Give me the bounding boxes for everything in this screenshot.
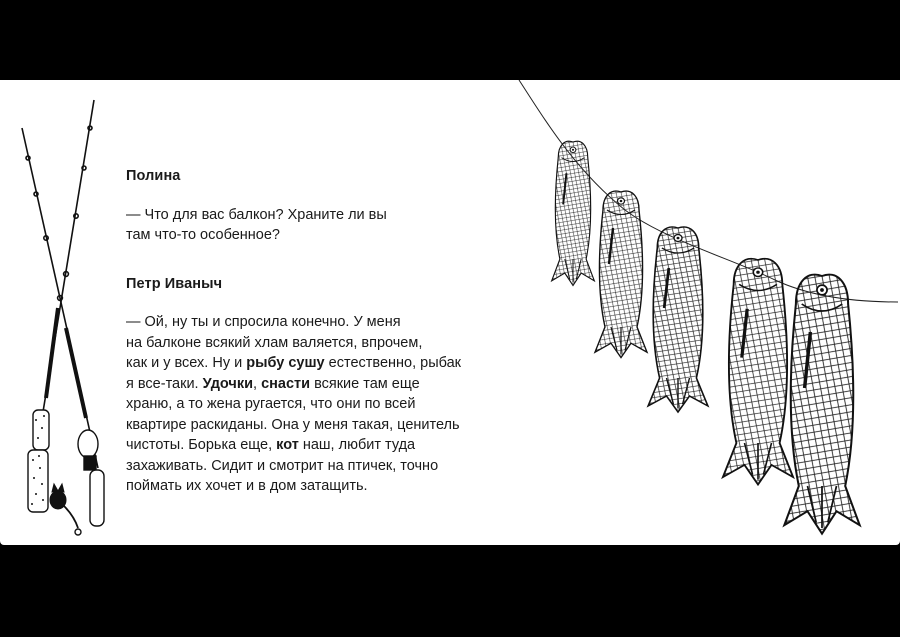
text-line (126, 312, 526, 333)
text-segment: , (253, 375, 262, 392)
text-segment: — Что для вас балкон? Храните ли вы (126, 206, 387, 223)
fish-3 (648, 227, 708, 412)
dried-fish-illustration (515, 80, 900, 545)
fishing-rods-illustration (14, 98, 124, 538)
text-line (126, 205, 526, 226)
fish-2 (595, 191, 647, 358)
emphasis-text: снасти (261, 375, 311, 392)
text-segment: естественно, рыбак (324, 355, 462, 371)
text-segment: храню, а то жена ругается, что они по всей (126, 396, 416, 412)
emphasis-text: Удочки (202, 375, 254, 392)
emphasis-text: кот (276, 437, 299, 453)
book-page (0, 80, 900, 545)
text-line (126, 333, 526, 354)
speech-paragraph (126, 205, 526, 246)
text-line (126, 435, 526, 456)
text-segment: там что-то особенное? (126, 227, 280, 243)
rod-handle-right (78, 430, 104, 526)
text-line (126, 225, 526, 246)
fish-5 (784, 275, 859, 534)
speech-paragraph (126, 312, 526, 497)
text-line (126, 394, 526, 415)
text-line (126, 476, 526, 497)
text-segment: чистоты. Борька еще, (126, 437, 277, 453)
text-segment: как и у всех. Ну и (126, 355, 247, 371)
speaker-name: Петр Иваныч (126, 275, 223, 292)
text-segment: я все-таки. (126, 375, 203, 392)
text-segment: — Ой, ну ты и спросила конечно. У меня (126, 314, 401, 330)
fish-1 (552, 141, 595, 285)
text-segment: поймать их хочет и в дом затащить. (126, 478, 368, 494)
text-line (126, 456, 526, 477)
text-segment: всякие там еще (310, 375, 420, 392)
fish-4 (723, 259, 793, 485)
text-segment: захаживать. Сидит и смотрит на птичек, точно (126, 457, 439, 474)
text-segment: квартире раскиданы. Она у меня такая, ценитель (126, 416, 460, 433)
text-segment: на балконе всякий хлам валяется, впрочем, (126, 334, 423, 351)
cat-keychain (50, 484, 81, 535)
text-line (126, 374, 526, 395)
rod-handle-left (28, 410, 49, 512)
interview-text (126, 166, 526, 525)
text-segment: наш, любит туда (298, 437, 416, 453)
emphasis-text: рыбу сушу (246, 355, 325, 371)
text-line (126, 353, 526, 374)
speaker-name: Полина (126, 168, 181, 184)
text-line (126, 415, 526, 436)
